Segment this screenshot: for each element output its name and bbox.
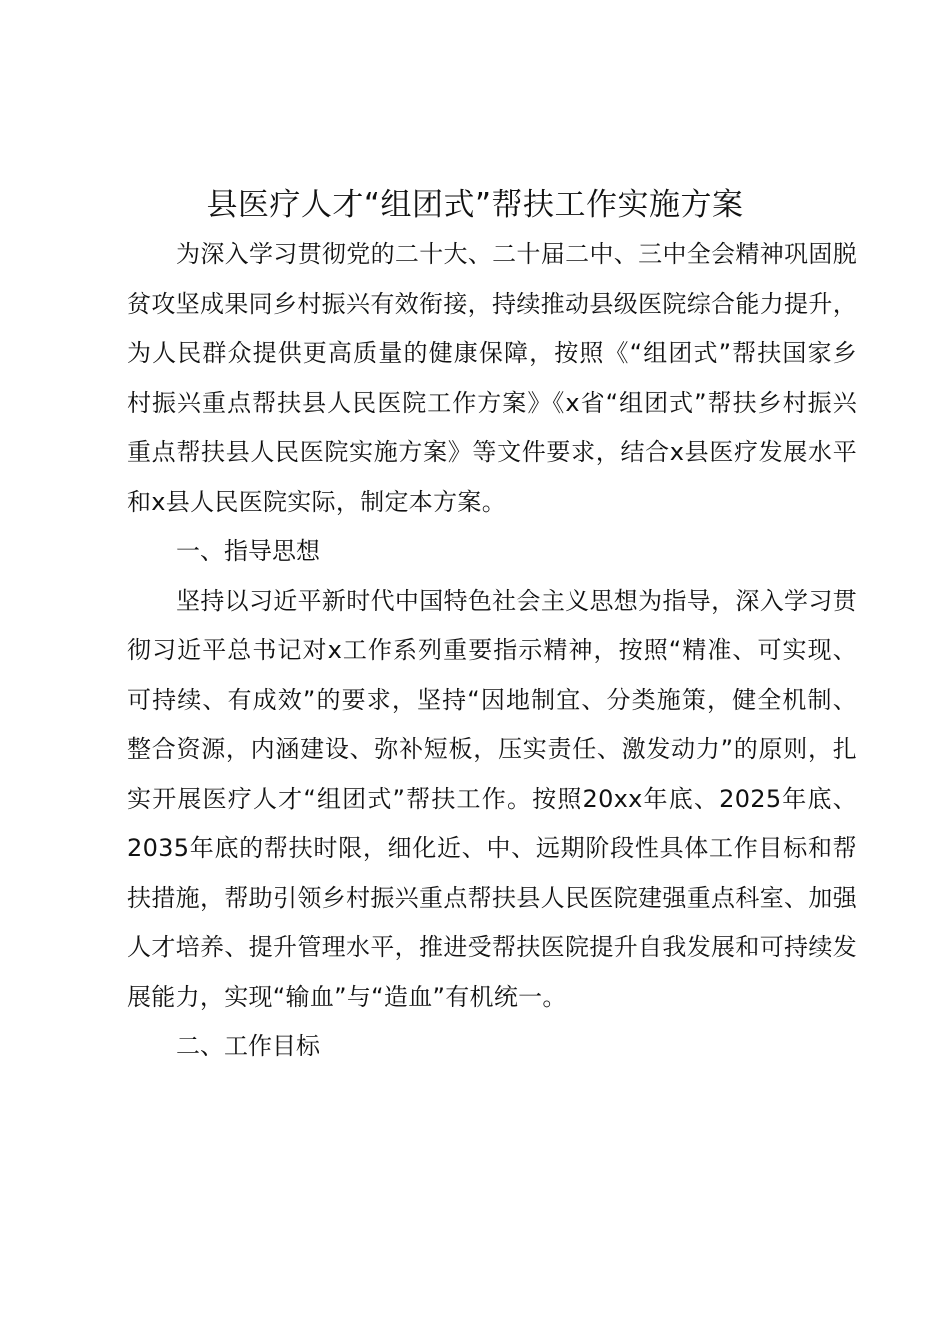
guiding-ideology-paragraph: 坚持以习近平新时代中国特色社会主义思想为指导，深入学习贯彻习近平总书记对x工作系列重要指示精神，按照“精准、可实现、可持续、有成效”的要求，坚持“因地制宜、分类施策，健全机制、整合资源，内涵建设、弥补短板，压实责任、激发动力”的原则，扎实开展医疗人才“组团式”帮扶工作。按照20xx年底、2025年底、2035年底的帮扶时限，细化近、中、远期阶段性具体工作目标和帮扶措施，帮助引领乡村振兴重点帮扶县人民医院建强重点科室、加强人才培养、提升管理水平，推进受帮扶医院提升自我发展和可持续发展能力，实现“输血”与“造血”有机统一。	[127, 586, 857, 1011]
document-title: 县医疗人才“组团式”帮扶工作实施方案	[206, 187, 744, 223]
section-heading-guiding-ideology: 一、指导思想	[176, 537, 320, 565]
document-body	[127, 230, 857, 1072]
intro-paragraph: 为深入学习贯彻党的二十大、二十届二中、三中全会精神巩固脱贫攻坚成果同乡村振兴有效衔接，持续推动县级医院综合能力提升，为人民群众提供更高质量的健康保障，按照《“组团式”帮扶国家乡村振兴重点帮扶县人民医院工作方案》《x省“组团式”帮扶乡村振兴重点帮扶县人民医院实施方案》等文件要求，结合x县医疗发展水平和x县人民医院实际，制定本方案。	[127, 240, 857, 516]
section-heading-work-goals: 二、工作目标	[176, 1032, 320, 1060]
